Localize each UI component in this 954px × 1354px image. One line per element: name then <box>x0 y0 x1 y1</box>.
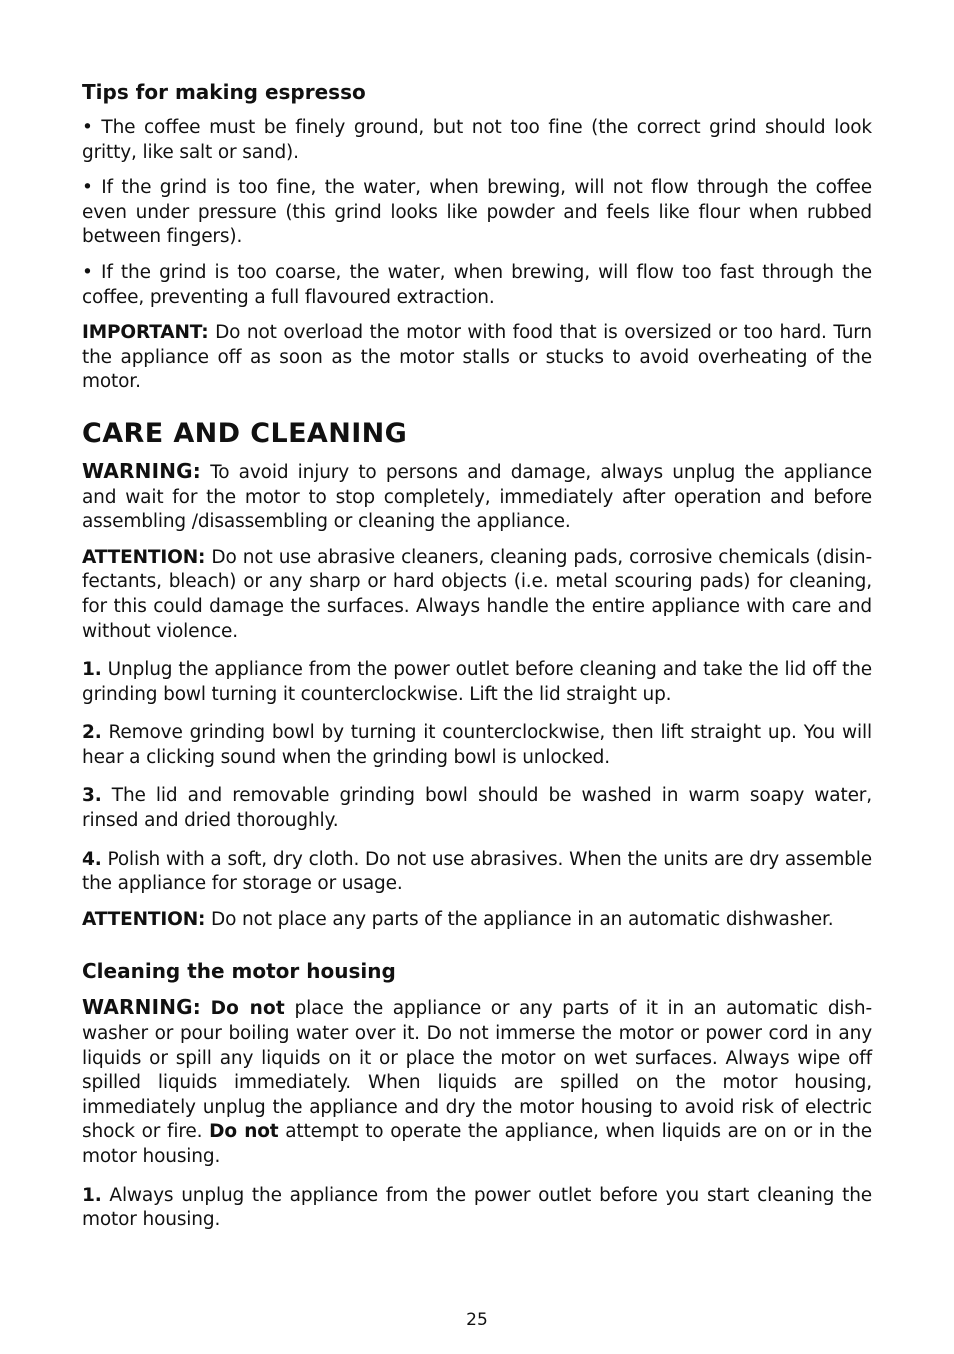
important-note <box>82 321 872 395</box>
attention-label: ATTENTION: <box>82 546 206 568</box>
care-step-2 <box>82 721 872 770</box>
attention-text: Do not use abrasive cleaners, cleaning pads, corrosive chemicals (disin-fectants, bleach) or any sharp or hard objects (i.e. metal scouring pads) for cleaning, for this could damage the surfaces. Always handle the entire appliance with care and without violence. <box>82 546 872 642</box>
tip-bullet-3: • If the grind is too coarse, the water, when brewing, will flow too fast through the coffee, preventing a full flavoured extraction. <box>82 261 872 308</box>
donot-text: attempt to operate the appliance, when liquids are on or in the motor housing. <box>82 1121 873 1167</box>
warning-label: WARNING: <box>82 995 201 1020</box>
care-warning <box>82 459 872 535</box>
care-step-4 <box>82 848 872 897</box>
warning-text: To avoid injury to persons and damage, always unplug the appliance and wait for the motor to stop completely, immediately after operation and before assembling /disassembling or cleaning the appliance. <box>82 461 872 533</box>
motor-warning <box>82 995 872 1169</box>
attention-label: ATTENTION: <box>82 908 206 930</box>
step-text: Remove grinding bowl by turning it counterclockwise, then lift straight up. You will hear a clicking sound when the grinding bowl is unlocked. <box>82 722 872 768</box>
attention-text: Do not place any parts of the appliance in an automatic dishwasher. <box>205 908 834 930</box>
step-number: 1. <box>82 1184 102 1206</box>
page-content <box>82 78 872 1233</box>
warning-label: WARNING: <box>82 458 201 483</box>
important-text: Do not overload the motor with food that is oversized or too hard. Turn the appliance off as soon as the motor stalls or stucks to avoid overheating of the motor. <box>82 322 872 393</box>
donot-label: Do not <box>209 1121 279 1143</box>
step-number: 2. <box>82 722 102 744</box>
step-text: Polish with a soft, dry cloth. Do not use abrasives. When the units are dry assemble the appliance for storage or usage. <box>82 848 872 895</box>
tip-bullet-2: • If the grind is too fine, the water, when brewing, will not flow through the coffee even under pressure (this grind looks like powder and feels like flour when rubbed between fingers). <box>82 177 872 248</box>
important-label: IMPORTANT: <box>82 322 209 344</box>
motor-step-1 <box>82 1184 872 1233</box>
care-step-3 <box>82 784 872 833</box>
page-number: 25 <box>466 1310 488 1330</box>
step-number: 1. <box>82 659 102 681</box>
step-text: The lid and removable grinding bowl should be washed in warm soapy water, rinsed and dried thoroughly. <box>82 785 872 832</box>
step-text: Unplug the appliance from the power outlet before cleaning and take the lid off the grinding bowl turning it counterclockwise. Lift the lid straight up. <box>82 659 872 705</box>
motor-heading: Cleaning the motor housing <box>82 959 396 984</box>
step-number: 4. <box>82 848 102 870</box>
step-number: 3. <box>82 785 102 807</box>
warning-donot: Do not <box>210 998 285 1020</box>
warning-text: place the appliance or any parts of it in an automatic dish-washer or pour boiling water over it. Do not immerse the motor or power cord in any liquids or spill any liquids on it or place the motor on wet surfaces. Always wipe off spilled liquids immediately. When liquids are spilled on the motor housing, immediately unplug the appliance and dry the motor housing to avoid risk of electric shock or fire. <box>82 998 872 1143</box>
care-attention <box>82 546 872 644</box>
care-attention-2 <box>82 908 872 933</box>
care-heading: CARE AND CLEANING <box>82 417 408 449</box>
care-step-1 <box>82 658 872 707</box>
tip-bullet-1: • The coffee must be finely ground, but not too fine (the correct grind should look gritty, like salt or sand). <box>82 117 872 163</box>
step-text: Always unplug the appliance from the power outlet before you start cleaning the motor housing. <box>82 1184 872 1231</box>
tips-heading: Tips for making espresso <box>82 80 366 104</box>
